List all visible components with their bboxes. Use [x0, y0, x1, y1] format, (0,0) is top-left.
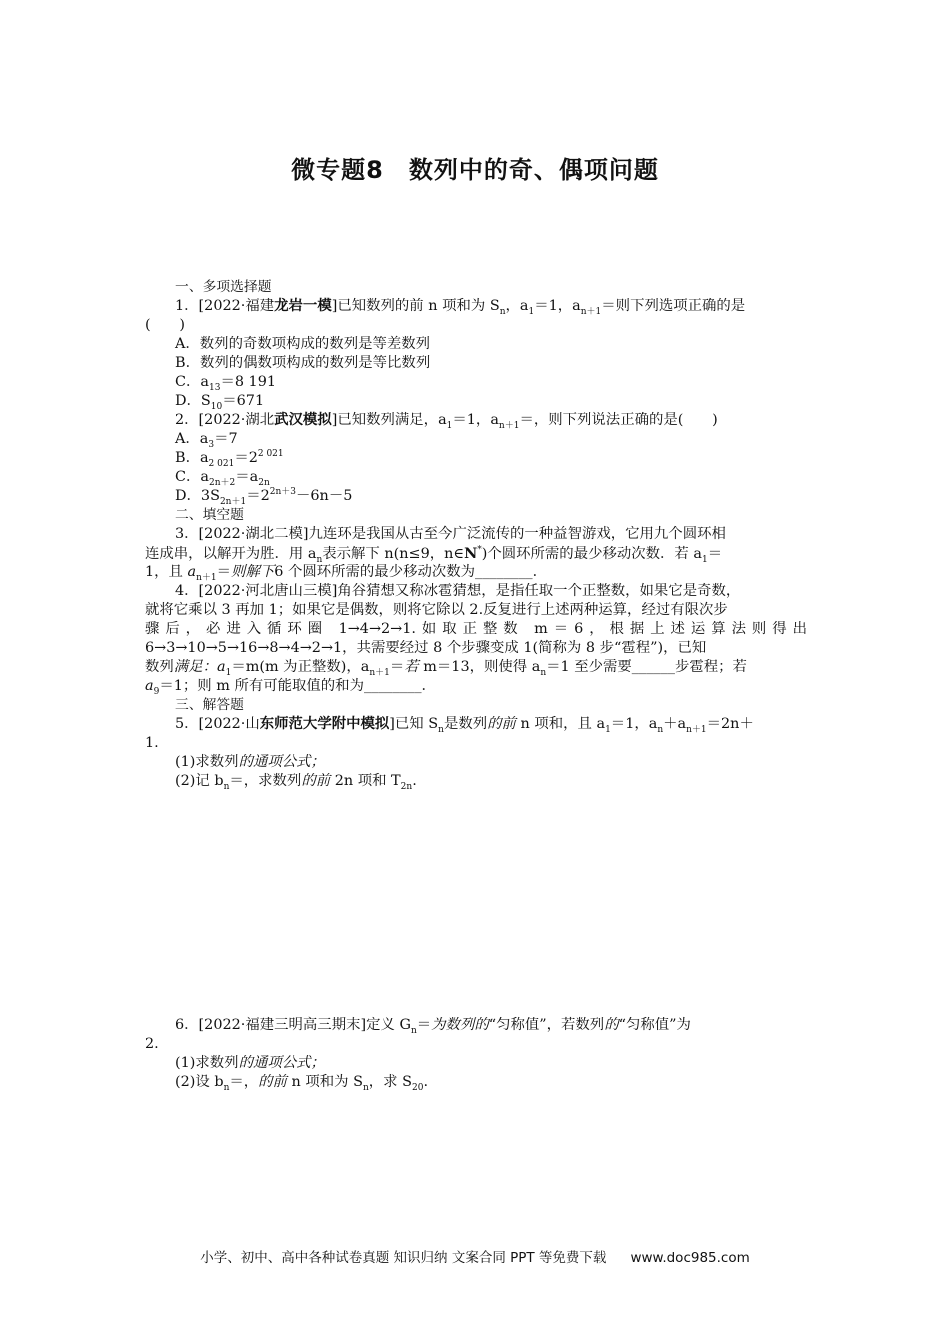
- question-2-stem: 2．[2022·湖北武汉模拟]已知数列满足，$a_1=1$，$a_{n+1}=$，则下列说法正确的是( ): [175, 412, 718, 431]
- question-5-part-2: (2)记 $b_n=$，求数列的前 2n 项和 $T_{2n}$.: [175, 773, 417, 792]
- q1-option-a: A．数列的奇数项构成的数列是等差数列: [175, 336, 431, 352]
- question-4-line-1: 4．[2022·河北唐山三模]角谷猜想又称冰雹猜想，是指任取一个正整数，如果它是奇数，: [175, 583, 741, 599]
- question-4-line-5: 数列满足：$a_1=m(m$ 为正整数)，$a_{n+1}=$若 m＝13，则使得 $a_n=1$ 至少需要______步雹程；若: [145, 659, 747, 678]
- answer-paren: ( ): [145, 317, 186, 333]
- question-6-part-1: (1)求数列的通项公式；: [175, 1055, 325, 1071]
- question-4-line-4: 6→3→10→5→16→8→4→2→1，共需要经过 8 个步骤变成 1(简称为 8 步“雹程”)，已知: [145, 640, 707, 656]
- question-6-stem: 6．[2022·福建三明高三期末]定义 $G_n=$为数列的“匀称值”，若数列的“匀称值”为: [175, 1017, 691, 1036]
- highlight-text: 武汉模拟: [274, 412, 332, 428]
- q2-option-b: B．$a_{2 021}=2^{2 021}$: [175, 449, 284, 469]
- question-4-line-2: 就将它乘以 3 再加 1；如果它是偶数，则将它除以 2.反复进行上述两种运算，经过有限次步: [145, 602, 728, 618]
- question-4-line-3: 骤后，必进入循环圈 1→4→2→1.如取正整数 m＝6，根据上述运算法则得出: [145, 621, 807, 637]
- highlight-text: 龙岩一模: [274, 298, 332, 314]
- question-6: [145, 1016, 807, 1092]
- highlight-text: 东师范大学: [259, 716, 332, 732]
- footer-site-link[interactable]: www.doc985.com: [630, 1250, 750, 1266]
- question-4-line-6: $a_9=1$；则 m 所有可能取值的和为________．: [145, 678, 436, 697]
- question-5-part-1: (1)求数列的通项公式；: [175, 754, 325, 770]
- question-6-part-2: (2)设 $b_n=$，的前 n 项和为 $S_n$，求 $S_{20}$.: [175, 1074, 429, 1093]
- q2-option-d: D．$3S_{2n+1}=2^{2n+3}-6n-5$: [175, 487, 353, 507]
- page-footer: [0, 1246, 950, 1266]
- section-heading-solutions: 三、解答题: [175, 697, 244, 713]
- question-content: [145, 278, 807, 791]
- question-3-line-2: 连成串，以解开为胜．用 $a_n$表示解下 n(n≤9，n∈N*)个圆环所需的最少移动次数．若 $a_1=$: [145, 545, 723, 565]
- q2-option-c: C．$a_{2n+2}=a_{2n}$: [175, 469, 270, 488]
- page-title: 微专题8 数列中的奇、偶项问题: [291, 156, 659, 184]
- section-heading-fill-in: 二、填空题: [175, 507, 244, 523]
- question-5-line-2: 1.: [145, 735, 159, 751]
- question-3-line-1: 3．[2022·湖北二模]九连环是我国从古至今广泛流传的一种益智游戏，它用九个圆环相: [175, 526, 726, 542]
- q1-option-c: C．$a_{13}=8$ 191: [175, 374, 277, 393]
- q1-option-d: D．$S_{10}=671$: [175, 393, 265, 412]
- question-5-stem: 5．[2022·山东师范大学附中模拟]已知 $S_n$是数列的前 n 项和，且 $a_1=1$，$a_n+a_{n+1}=2n+$: [175, 716, 754, 735]
- footer-text: 小学、初中、高中各种试卷真题 知识归纳 文案合同 PPT 等免费下载: [200, 1250, 607, 1266]
- question-6-line-2: 2.: [145, 1036, 159, 1052]
- q2-option-a: A．$a_3=7$: [175, 431, 238, 450]
- section-heading-multiple-choice: 一、多项选择题: [175, 279, 272, 295]
- question-3-line-3: 1，且 $a_{n+1}=$则解下6 个圆环所需的最少移动次数为________．: [145, 564, 547, 583]
- question-1-stem: 1．[2022·福建龙岩一模]已知数列的前 n 项和为 $S_n$，$a_1=1$，$a_{n+1}=$则下列选项正确的是: [175, 298, 746, 317]
- q1-option-b: B．数列的偶数项构成的数列是等比数列: [175, 355, 431, 371]
